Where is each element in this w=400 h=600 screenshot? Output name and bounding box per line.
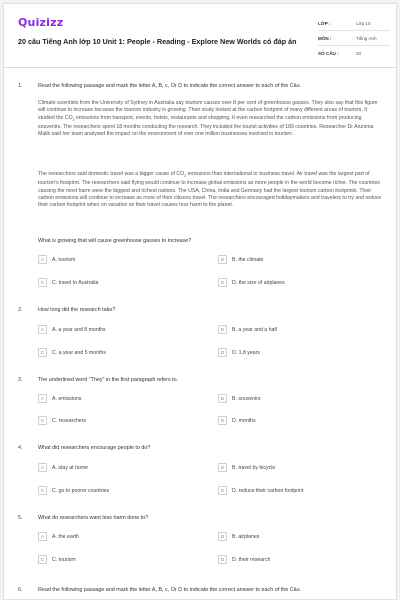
instruction-text: Read the following passage and mark the letter A, B, c, Or D to indicate the correct answer to each of the Câu. xyxy=(38,83,302,89)
option-c[interactable] xyxy=(38,554,76,565)
passage-text: emissions from transport, events, hotels, restaurants and shopping. It even researched the carbon emissions from producing souvenirs. The researchers spent 18 months conducting the research. They included the tourist activities of 189 countries. Researcher Dr Arunima Malik said her team analysed the impact on the environment of over one million businesses involved in tourism. xyxy=(38,114,374,138)
option-text: B. airplanes xyxy=(232,533,260,540)
worksheet-page xyxy=(3,3,397,600)
option-letter-box: C xyxy=(38,555,47,564)
option-letter-box: B xyxy=(218,463,227,472)
passage-text: The researchers said domestic travel was a bigger cause of CO xyxy=(38,171,185,177)
option-a[interactable] xyxy=(38,393,81,404)
passage-paragraph-2 xyxy=(38,171,384,210)
option-text: C. travel to Australia xyxy=(52,279,99,286)
question-number: 4. xyxy=(18,445,23,451)
meta-row-grade xyxy=(318,16,390,31)
meta-key: LỚP : xyxy=(318,20,331,26)
option-text: B. souvenirs xyxy=(232,395,261,402)
question-number: 2. xyxy=(18,307,23,313)
option-text: C. go to poorer countries xyxy=(52,487,110,494)
meta-key: MÔN : xyxy=(318,35,332,41)
passage-text: Climate scientists from the University of Sydney in Australia say tourism causes over 8 per cent of greenhouse gasses. They also say that this figure will continue to increase because the tourism industry is growing. Their study looked at the carbon footprint of many different areas of tourism. It studied the CO xyxy=(38,100,378,121)
option-letter-box: D xyxy=(218,555,227,564)
option-b[interactable] xyxy=(218,531,259,542)
question-text: What do researchers want less harm done to? xyxy=(38,515,149,521)
option-text: D. their research xyxy=(232,556,271,563)
meta-value: Tiếng Anh xyxy=(356,35,377,41)
option-text: C. tourism xyxy=(52,556,76,563)
option-letter-box: C xyxy=(38,348,47,357)
option-letter-box: D xyxy=(218,278,227,287)
option-letter-box: B xyxy=(218,532,227,541)
question-number: 5. xyxy=(18,515,23,521)
option-letter-box: D xyxy=(218,416,227,425)
option-text: A. tourism xyxy=(52,256,76,263)
option-a[interactable] xyxy=(38,462,88,473)
option-a[interactable] xyxy=(38,324,106,335)
option-a[interactable] xyxy=(38,254,75,265)
question-text: How long did the research take? xyxy=(38,307,116,313)
option-letter-box: C xyxy=(38,416,47,425)
question-text: What did researchers encourage people to do? xyxy=(38,445,151,451)
option-c[interactable] xyxy=(38,347,106,358)
option-c[interactable] xyxy=(38,415,86,426)
subscript: 2 xyxy=(72,117,75,122)
quizizz-logo: Quizizz xyxy=(18,16,64,29)
option-text: B. the climate xyxy=(232,256,264,263)
option-letter-box: D xyxy=(218,486,227,495)
option-d[interactable] xyxy=(218,415,256,426)
meta-table xyxy=(318,16,390,61)
option-letter-box: D xyxy=(218,348,227,357)
option-text: A. the earth xyxy=(52,533,79,540)
option-text: D. the size of airplanes xyxy=(232,279,285,286)
option-a[interactable] xyxy=(38,531,79,542)
option-b[interactable] xyxy=(218,254,263,265)
option-text: D. 1.8 years xyxy=(232,349,260,356)
option-d[interactable] xyxy=(218,347,260,358)
option-letter-box: A xyxy=(38,394,47,403)
option-text: D. months xyxy=(232,417,256,424)
option-text: A. a year and 8 months xyxy=(52,326,106,333)
option-text: A. stay at home xyxy=(52,464,89,471)
question-text: The underlined word "They" in the first paragraph refers to. xyxy=(38,377,179,383)
meta-row-subject xyxy=(318,31,390,46)
option-letter-box: C xyxy=(38,278,47,287)
option-text: D. reduce their carbon footprint xyxy=(232,487,304,494)
option-text: B. travel by bicycle xyxy=(232,464,276,471)
option-letter-box: A xyxy=(38,463,47,472)
option-text: C. researchers xyxy=(52,417,87,424)
option-letter-box: C xyxy=(38,486,47,495)
worksheet-title: 20 câu Tiếng Anh lớp 10 Unit 1: People - Reading - Explore New Worlds có đáp án xyxy=(18,37,297,46)
option-d[interactable] xyxy=(218,277,285,288)
meta-value: Lớp 10 xyxy=(356,20,371,26)
option-letter-box: B xyxy=(218,394,227,403)
option-d[interactable] xyxy=(218,485,304,496)
option-letter-box: A xyxy=(38,255,47,264)
option-c[interactable] xyxy=(38,277,98,288)
subscript: 2 xyxy=(184,174,187,179)
meta-key: SỐ CÂU : xyxy=(318,51,339,56)
option-d[interactable] xyxy=(218,554,270,565)
question-number: 6. xyxy=(18,587,23,593)
option-letter-box: A xyxy=(38,325,47,334)
passage-text: emissions than international or business travel. Air travel was the largest part of tourism's footprint. The researchers said flying would continue to increase global emissions as more people in the world become richer. The countries causing the most harm were the biggest and richest nations. The USA, China, India and Germany had the largest tourism carbon footprints. Their carbon emissions will continue to increase as more of their citizens travel. The researchers encouraged holidaymakers and travelers to try and reduce their carbon footprint when on vacation so their travel causes less harm to the planet. xyxy=(38,171,382,209)
worksheet-header xyxy=(4,4,396,68)
meta-row-count xyxy=(318,46,390,61)
option-letter-box: B xyxy=(218,255,227,264)
option-b[interactable] xyxy=(218,462,275,473)
meta-value: 20 xyxy=(356,51,362,56)
option-c[interactable] xyxy=(38,485,109,496)
question-number: 3. xyxy=(18,377,23,383)
option-text: C. a year and 5 months xyxy=(52,349,106,356)
option-text: B. a year and a half xyxy=(232,326,277,333)
instruction-text: Read the following passage and mark the letter A, B, c, Or D to indicate the correct answer to each of the Câu. xyxy=(38,587,302,593)
question-text: What is growing that will cause greenhouse gasses to increase? xyxy=(38,238,192,244)
question-number: 1. xyxy=(18,83,23,89)
option-b[interactable] xyxy=(218,324,277,335)
option-letter-box: B xyxy=(218,325,227,334)
option-letter-box: A xyxy=(38,532,47,541)
option-b[interactable] xyxy=(218,393,261,404)
passage-paragraph-1 xyxy=(38,100,384,139)
option-text: A. emissions xyxy=(52,395,82,402)
